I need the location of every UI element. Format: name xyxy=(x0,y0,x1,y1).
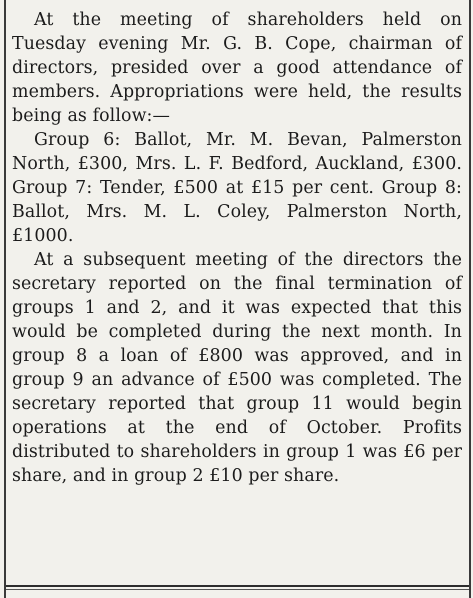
left-column-rule xyxy=(4,0,6,598)
newspaper-article xyxy=(12,6,462,488)
paragraph-meeting: At the meeting of shareholders held on Tuesday evening Mr. G. B. Cope, chairman of directors, presided over a good attendance of members. Appropriations were held, the results being as follow:— xyxy=(12,10,462,126)
paragraph-groups: Group 6: Ballot, Mr. M. Bevan, Palmerston North, £300, Mrs. L. F. Bedford, Auckland, £300. Group 7: Tender, £500 at £15 per cent. Group 8: Ballot, Mrs. M. L. Coley, Palmerston North, £1000. xyxy=(12,130,462,246)
bottom-rule-secondary xyxy=(6,589,469,590)
paragraph-directors-meeting: At a subsequent meeting of the directors the secretary reported on the final termination of groups 1 and 2, and it was expected that this would be completed during the next month. In group 8 a loan of £800 was approved, and in group 9 an advance of £500 was completed. The secretary reported that group 11 would begin operations at the end of October. Profits distributed to shareholders in group 1 was £6 per share, and in group 2 £10 per share. xyxy=(12,250,462,486)
bottom-rule xyxy=(6,585,469,587)
right-column-rule xyxy=(469,0,471,598)
